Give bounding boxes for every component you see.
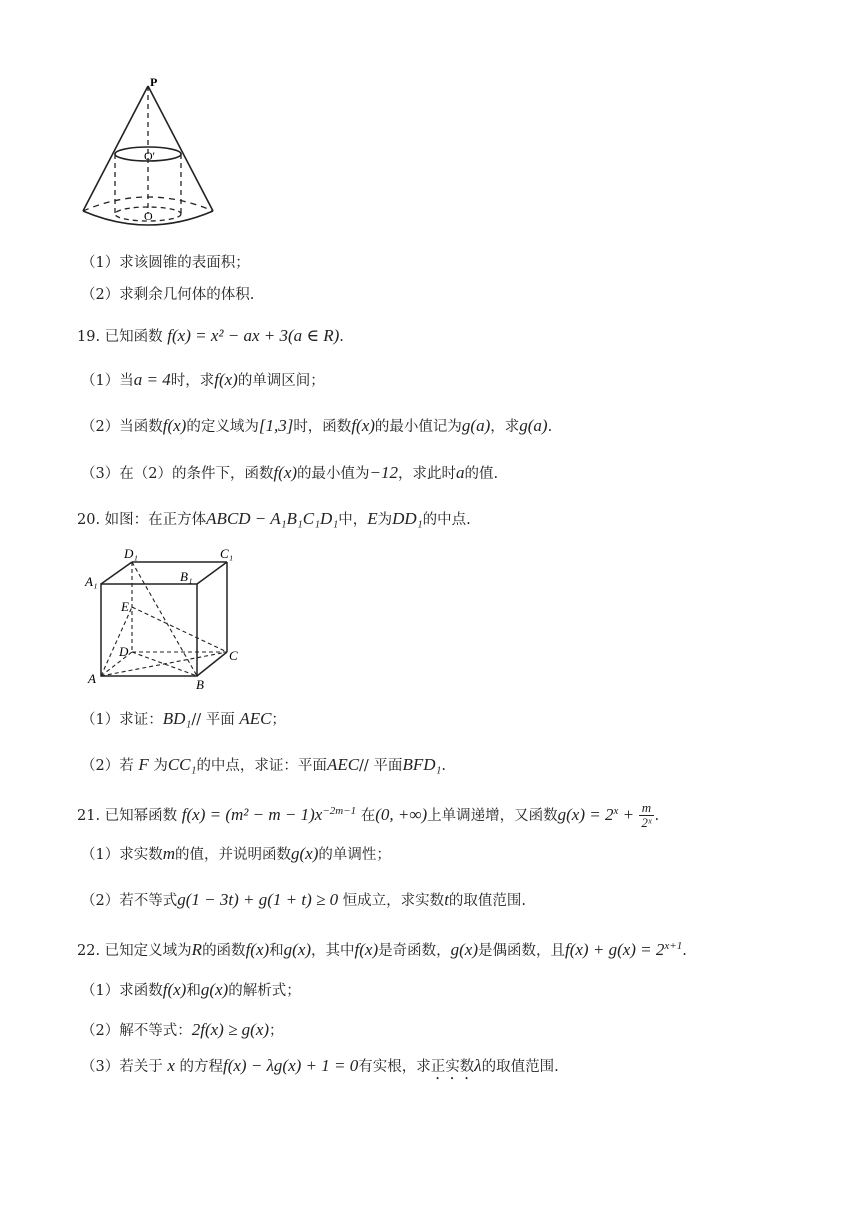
label-D1: D₁	[124, 546, 138, 561]
label-O: O	[144, 209, 153, 223]
cube-figure	[82, 544, 252, 692]
fraction-m-over-2x: $\frac{m}{\text{2ˣ}}$	[641, 800, 652, 831]
emphasis-positive-real: 正实数	[430, 1059, 475, 1075]
q22-part1: （1）求函数f(x)和g(x)的解析式；	[81, 980, 301, 999]
q20-part1: （1）求证：BD₁// 平面 AEC；	[81, 709, 286, 728]
q19-part3: （3）在（2）的条件下，函数f(x)的最小值为−12，求此时a的值.	[81, 463, 499, 482]
q19-part2: （2）当函数f(x)的定义域为[1,3]时，函数f(x)的最小值记为g(a)，求g(a).	[81, 416, 553, 435]
q20-stem: 20. 如图：在正方体ABCD − A₁B₁C₁D₁中，E为DD₁的中点.	[77, 509, 471, 528]
q19-part1: （1）当a = 4时，求f(x)的单调区间；	[81, 370, 325, 389]
q21-stem: 21. 已知幂函数 $f(x) = (m^2 - m - 1)x^{-2m-1}$ 在(0, +∞)上单调递增，又函数$g(x) = 2^x$ + $\frac{m}{\text{2ˣ}}$ .	[77, 800, 660, 831]
label-A1: A₁	[85, 574, 98, 589]
q19-stem: 19. 已知函数 f(x) = x² − ax + 3(a ∈ R).	[77, 326, 344, 345]
label-C1: C₁	[220, 546, 234, 561]
label-D: D	[119, 644, 129, 659]
label-C: C	[229, 648, 238, 663]
label-E: E	[121, 599, 129, 614]
q21-part1: （1）求实数m的值，并说明函数g(x)的单调性；	[81, 844, 391, 863]
q22-part3: （3）若关于 x 的方程f(x) − λg(x) + 1 = 0有实根，求正实数λ的取值范围.	[81, 1056, 559, 1075]
label-P: P	[150, 75, 158, 89]
q18-part1: （1）求该圆锥的表面积；	[81, 255, 250, 271]
q22-stem: 22. 已知定义域为R的函数f(x)和g(x)，其中f(x)是奇函数，g(x)是偶函数，且$f(x) + g(x) = 2^{x+1}$.	[77, 939, 687, 959]
label-B: B	[196, 677, 204, 692]
label-O1: O'	[144, 149, 155, 163]
label-A: A	[88, 671, 96, 686]
q21-part2: （2）若不等式g(1 − 3t) + g(1 + t) ≥ 0 恒成立，求实数t的取值范围.	[81, 890, 527, 909]
q22-part2: （2）解不等式：2f(x) ≥ g(x)；	[81, 1020, 284, 1039]
q18-part2: （2）求剩余几何体的体积.	[81, 287, 255, 303]
q20-part2: （2）若 F 为CC₁的中点，求证：平面AEC// 平面BFD₁.	[81, 755, 447, 774]
label-B1: B₁	[180, 569, 193, 584]
cone-figure	[78, 74, 218, 234]
